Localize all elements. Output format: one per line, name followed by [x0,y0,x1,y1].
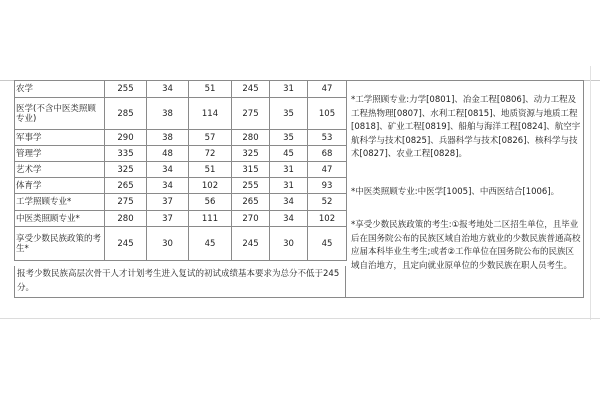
score-cell: 34 [147,178,189,194]
score-cell: 255 [232,178,270,194]
subject-cell: 享受少数民族政策的考生* [15,227,105,261]
table-row [15,211,347,227]
score-cell: 35 [270,98,308,130]
score-cell: 30 [270,227,308,261]
score-cell: 31 [270,81,308,98]
subject-cell: 工学照顾专业* [15,194,105,211]
score-cell: 270 [232,211,270,227]
score-cell: 280 [232,130,270,146]
score-cell: 31 [270,162,308,178]
engineering-note: *工学照顾专业:力学[0801]、冶金工程[0806]、动力工程及工程热物理[0807]、水利工程[0815]、地质资源与地质工程[0818]、矿业工程[0819]、船舶与海洋工程[0824]、航空宇航科学与技术[0825]、兵器科学与技术[0826]、核科学与技术[0827]、农业工程[0828]。 [351,95,581,160]
score-cell: 38 [147,130,189,146]
score-cell: 105 [308,98,347,130]
subject-cell: 医学(不含中医类照顾专业) [15,98,105,130]
table-row [15,81,347,98]
notes-panel [346,80,584,298]
subject-cell: 农学 [15,81,105,98]
bottom-divider [0,318,600,319]
score-cell: 37 [147,211,189,227]
score-cell: 102 [308,211,347,227]
table-row [15,178,347,194]
score-cell: 245 [232,81,270,98]
score-cell: 114 [189,98,232,130]
score-cell: 45 [308,227,347,261]
footnote-text: 报考少数民族高层次骨干人才计划考生进入复试的初试成绩基本要求为总分不低于245分。 [17,269,340,293]
score-cell: 325 [232,146,270,162]
score-cell: 47 [308,162,347,178]
score-cell: 325 [105,162,147,178]
table-row [15,194,347,211]
table-footnote [14,266,346,298]
score-cell: 265 [232,194,270,211]
score-cell: 68 [308,146,347,162]
score-cell: 72 [189,146,232,162]
score-table [14,80,347,261]
score-cell: 255 [105,81,147,98]
score-cell: 51 [189,81,232,98]
score-cell: 265 [105,178,147,194]
score-cell: 37 [147,194,189,211]
score-cell: 290 [105,130,147,146]
score-cell: 56 [189,194,232,211]
score-cell: 335 [105,146,147,162]
subject-cell: 艺术学 [15,162,105,178]
score-cell: 315 [232,162,270,178]
score-cell: 111 [189,211,232,227]
score-cell: 34 [147,81,189,98]
score-cell: 34 [147,162,189,178]
score-cell: 285 [105,98,147,130]
score-cell: 53 [308,130,347,146]
subject-cell: 中医类照顾专业* [15,211,105,227]
score-cell: 30 [147,227,189,261]
score-cell: 48 [147,146,189,162]
minority-note: *享受少数民族政策的考生:①报考地处二区招生单位，且毕业后在国务院公布的民族区域自治地方就业的少数民族普通高校应届本科毕业生考生;或者②工作单位在国务院公布的民族区域自治地方，且定向就业原单位的少数民族在职人员考生。 [351,220,581,271]
score-cell: 45 [270,146,308,162]
table-row [15,146,347,162]
score-cell: 47 [308,81,347,98]
score-cell: 245 [232,227,270,261]
score-cell: 275 [232,98,270,130]
score-cell: 35 [270,130,308,146]
table-row [15,162,347,178]
score-cell: 34 [270,211,308,227]
score-cell: 280 [105,211,147,227]
right-edge-line [590,66,591,320]
subject-cell: 军事学 [15,130,105,146]
score-cell: 93 [308,178,347,194]
score-cell: 52 [308,194,347,211]
score-cell: 275 [105,194,147,211]
table-row [15,130,347,146]
score-cell: 102 [189,178,232,194]
score-cell: 34 [270,194,308,211]
table-row [15,227,347,261]
score-cell: 45 [189,227,232,261]
tcm-note: *中医类照顾专业:中医学[1005]、中西医结合[1006]。 [351,187,560,197]
score-cell: 31 [270,178,308,194]
table-row [15,98,347,130]
score-cell: 245 [105,227,147,261]
subject-cell: 体育学 [15,178,105,194]
score-cell: 38 [147,98,189,130]
score-cell: 57 [189,130,232,146]
score-cell: 51 [189,162,232,178]
subject-cell: 管理学 [15,146,105,162]
